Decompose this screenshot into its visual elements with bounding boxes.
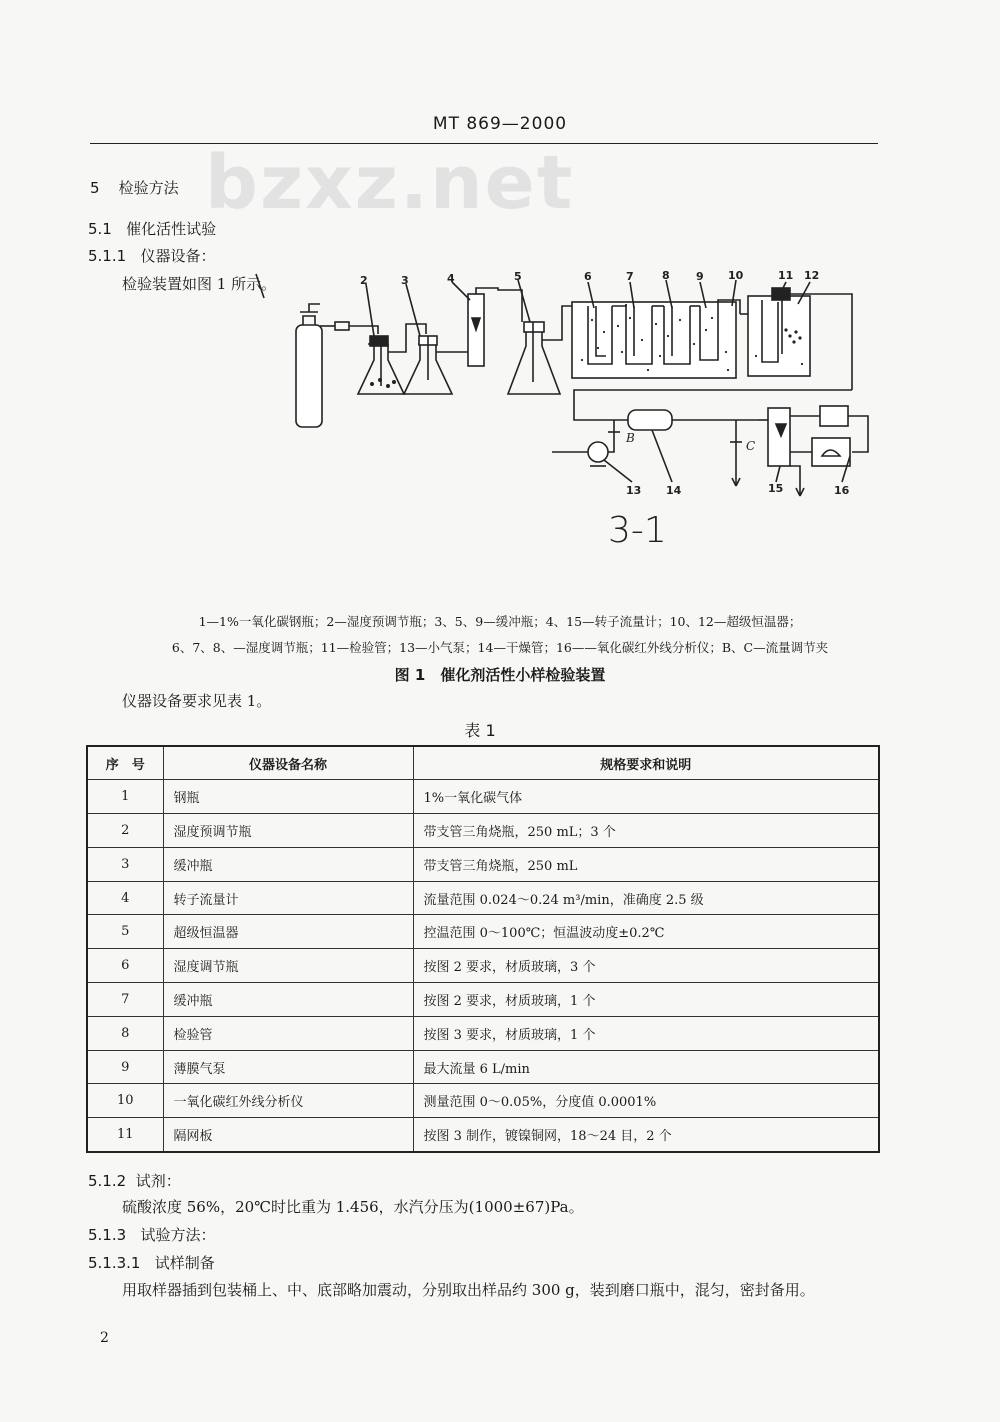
- figure-label: 11: [778, 269, 794, 282]
- table-row: [87, 949, 879, 983]
- equipment-table: [86, 745, 880, 1153]
- subsection-number: 5.1.3: [88, 1226, 127, 1244]
- sample-prep-text: 用取样器插到包装桶上、中、底部略加震动，分别取出样品约 300 g，装到磨口瓶中，混匀，密封备用。: [122, 1281, 815, 1299]
- subsection-5-1-2: [88, 1170, 181, 1191]
- table-row: [87, 1118, 879, 1152]
- cell-no: 6: [87, 949, 163, 983]
- page-number: 2: [100, 1330, 109, 1346]
- apparatus-diagram: [0, 260, 1000, 520]
- figure-label: 14: [666, 484, 682, 497]
- watermark: bzxz.net: [205, 140, 575, 226]
- cell-spec: 按图 3 制作，镀镍铜网，18～24 目，2 个: [413, 1118, 879, 1152]
- cell-no: 1: [87, 780, 163, 814]
- cell-spec: 按图 2 要求，材质玻璃，1 个: [413, 983, 879, 1017]
- cell-no: 3: [87, 847, 163, 881]
- cell-spec: 带支管三角烧瓶，250 mL；3 个: [413, 814, 879, 848]
- cell-name: 隔网板: [163, 1118, 413, 1152]
- figure-reference-text: 检验装置如图 1 所示。: [122, 275, 277, 293]
- subsection-title: 仪器设备：: [140, 247, 216, 265]
- table-row: [87, 1050, 879, 1084]
- table-header-row: [87, 746, 879, 780]
- thermostat-bath-10: [572, 300, 740, 378]
- figure-caption-line-2: 6、7、8、—湿度调节瓶；11—检验管；13—小气泵；14—干燥管；16——氧化碳红外线分析仪；B、C—流量调节夹: [171, 640, 829, 655]
- cell-spec: 1%一氧化碳气体: [413, 780, 879, 814]
- cell-name: 检验管: [163, 1016, 413, 1050]
- cell-spec: 最大流量 6 L/min: [413, 1050, 879, 1084]
- figure-label: 10: [728, 269, 744, 282]
- cell-no: 2: [87, 814, 163, 848]
- thermostat-bath-12: [740, 288, 852, 390]
- cell-no: 10: [87, 1084, 163, 1118]
- figure-label: 16: [834, 484, 850, 497]
- figure-caption-line-1: 1—1%一氧化碳钢瓶；2—湿度预调节瓶；3、5、9—缓冲瓶；4、15—转子流量计；10、12—超级恒温器；: [198, 614, 802, 629]
- table-title: 表 1: [464, 721, 496, 740]
- cell-name: 钢瓶: [163, 780, 413, 814]
- subsection-title: 试剂：: [135, 1172, 181, 1190]
- cell-spec: 带支管三角烧瓶，250 mL: [413, 847, 879, 881]
- air-pump-13: [588, 442, 608, 466]
- subsection-title: 试样制备: [154, 1254, 215, 1272]
- table-row: [87, 847, 879, 881]
- reagent-text: 硫酸浓度 56%，20℃时比重为 1.456，水汽分压为(1000±67)Pa。: [122, 1198, 584, 1216]
- section-heading: [90, 177, 179, 198]
- figure-label: 5: [514, 270, 522, 283]
- subsection-number: 5.1.3.1: [88, 1254, 141, 1272]
- humidity-preconditioning-flask-2: [358, 336, 406, 394]
- cell-name: 转子流量计: [163, 881, 413, 915]
- figure-label: 9: [696, 270, 704, 283]
- cell-name: 缓冲瓶: [163, 983, 413, 1017]
- subsection-5-1: [88, 218, 216, 239]
- cell-no: 5: [87, 915, 163, 949]
- cell-no: 11: [87, 1118, 163, 1152]
- handwritten-note: 3-1: [608, 510, 667, 551]
- subsection-title: 催化活性试验: [126, 220, 217, 238]
- figure-label: 4: [447, 272, 455, 285]
- gas-cylinder-1: [296, 304, 322, 427]
- cell-no: 7: [87, 983, 163, 1017]
- column-header: 仪器设备名称: [163, 746, 413, 780]
- subsection-number: 5.1.2: [88, 1172, 127, 1190]
- table-row: [87, 814, 879, 848]
- figure-label: 15: [768, 482, 784, 495]
- subsection-5-1-3-1: [88, 1252, 215, 1273]
- table-row: [87, 915, 879, 949]
- rotameter-4: [468, 288, 522, 366]
- figure-label: 6: [584, 270, 592, 283]
- section-title: 检验方法: [118, 179, 179, 197]
- cell-spec: 按图 2 要求，材质玻璃，3 个: [413, 949, 879, 983]
- subsection-5-1-3: [88, 1224, 216, 1245]
- buffer-flask-3: [404, 336, 470, 394]
- table-row: [87, 881, 879, 915]
- table-intro-text: 仪器设备要求见表 1。: [122, 692, 272, 710]
- figure-label: 3: [401, 274, 409, 287]
- figure-label: 7: [626, 270, 634, 283]
- subsection-number: 5.1: [88, 220, 112, 238]
- column-header: 序 号: [87, 746, 163, 780]
- subsection-number: 5.1.1: [88, 247, 127, 265]
- cell-spec: 流量范围 0.024～0.24 m³/min，准确度 2.5 级: [413, 881, 879, 915]
- cell-name: 湿度预调节瓶: [163, 814, 413, 848]
- cell-no: 9: [87, 1050, 163, 1084]
- subsection-title: 试验方法：: [140, 1226, 216, 1244]
- clamp-c-label: C: [746, 439, 756, 453]
- section-number: 5: [90, 179, 100, 197]
- cell-spec: 控温范围 0～100℃；恒温波动度±0.2℃: [413, 915, 879, 949]
- figure-title: 图 1 催化剂活性小样检验装置: [394, 666, 606, 684]
- column-header: 规格要求和说明: [413, 746, 879, 780]
- figure-label: 8: [662, 269, 670, 282]
- co-infrared-analyzer-16: [790, 406, 868, 466]
- figure-label: 12: [804, 269, 820, 282]
- standard-code: MT 869—2000: [432, 114, 568, 134]
- cell-no: 4: [87, 881, 163, 915]
- table-row: [87, 1084, 879, 1118]
- figure-label: 2: [360, 274, 368, 287]
- cell-no: 8: [87, 1016, 163, 1050]
- table-row: [87, 1016, 879, 1050]
- table-row: [87, 780, 879, 814]
- drying-tube-14: [628, 410, 708, 430]
- clamp-b-label: B: [626, 431, 635, 445]
- cell-name: 薄膜气泵: [163, 1050, 413, 1084]
- cell-spec: 按图 3 要求，材质玻璃，1 个: [413, 1016, 879, 1050]
- cell-name: 超级恒温器: [163, 915, 413, 949]
- cell-name: 缓冲瓶: [163, 847, 413, 881]
- cell-name: 湿度调节瓶: [163, 949, 413, 983]
- figure-label: 13: [626, 484, 642, 497]
- table-row: [87, 983, 879, 1017]
- cell-name: 一氧化碳红外线分析仪: [163, 1084, 413, 1118]
- cell-spec: 测量范围 0～0.05%，分度值 0.0001%: [413, 1084, 879, 1118]
